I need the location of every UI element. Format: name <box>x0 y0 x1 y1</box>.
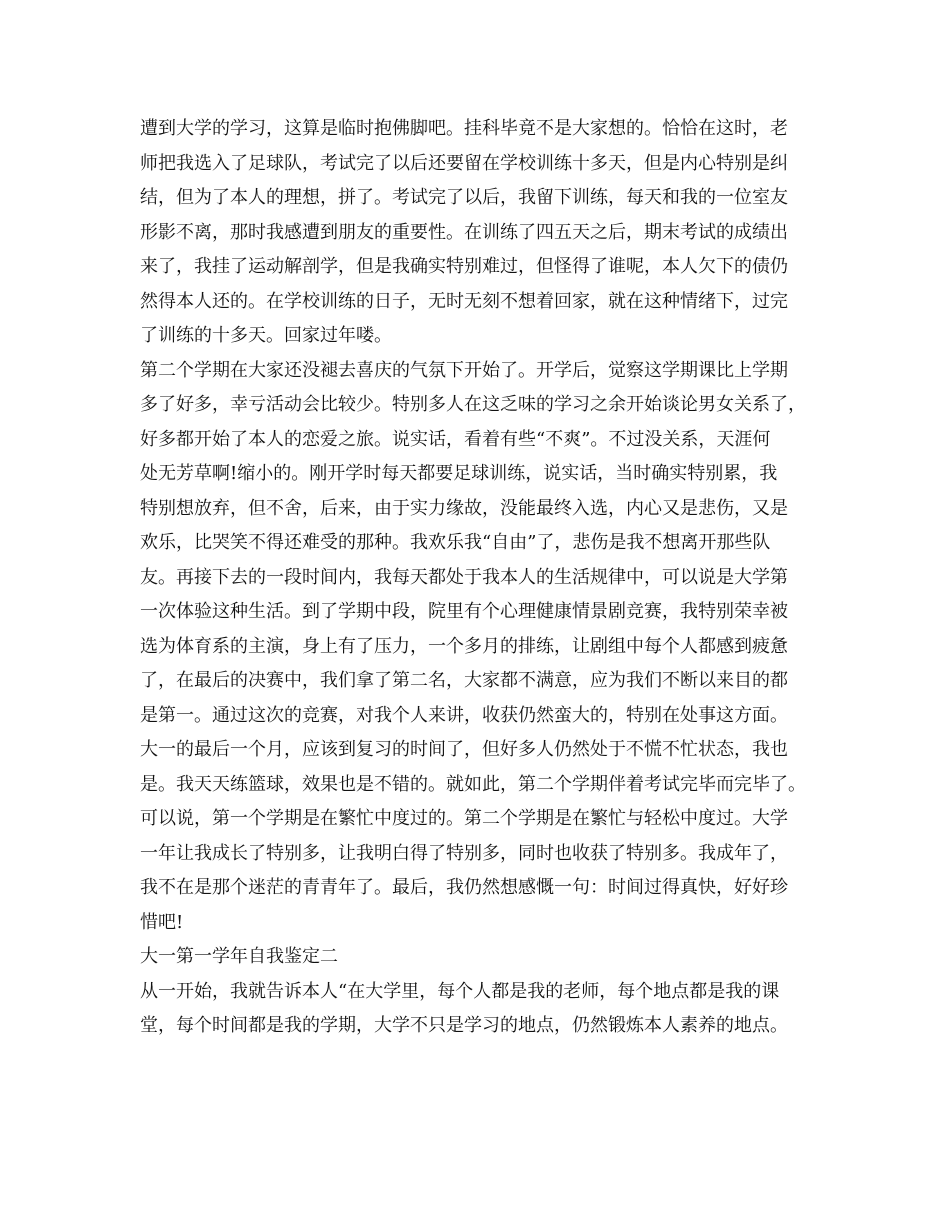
text-line: 来了，我挂了运动解剖学，但是我确实特别难过，但怪得了谁呢，本人欠下的债仍 <box>140 256 788 277</box>
text-line: 一年让我成长了特别多，让我明白得了特别多，同时也收获了特别多。我成年了， <box>140 842 788 864</box>
text-line: 我不在是那个迷茫的青青年了。最后，我仍然想感慨一句：时间过得真快，好好珍 <box>140 877 788 898</box>
text-line: 处无芳草啊!缩小的。刚开学时每天都要足球训练，说实话，当时确实特别累，我 <box>140 463 778 484</box>
text-line: 一次体验这种生活。到了学期中段，院里有个心理健康情景剧竞赛，我特别荣幸被 <box>140 601 788 622</box>
text-line: 第二个学期在大家还没褪去喜庆的气氛下开始了。开学后，觉察这学期课比上学期 <box>140 359 788 381</box>
text-line: 是。我天天练篮球，效果也是不错的。就如此，第二个学期伴着考试完毕而完毕了。 <box>140 773 806 795</box>
text-line: 从一开始，我就告诉本人“在大学里，每个人都是我的老师，每个地点都是我的课 <box>140 980 780 1002</box>
text-line: 结，但为了本人的理想，拼了。考试完了以后，我留下训练，每天和我的一位室友 <box>140 187 788 208</box>
text-line: 惜吧! <box>140 911 184 933</box>
text-line: 多了好多，幸亏活动会比较少。特别多人在这乏味的学习之余开始谈论男女关系了， <box>140 394 806 415</box>
text-line: 了，在最后的决赛中，我们拿了第二名，大家都不满意，应为我们不断以来目的都 <box>140 670 788 691</box>
text-line: 形影不离，那时我感遭到朋友的重要性。在训练了四五天之后，期末考试的成绩出 <box>140 221 788 243</box>
text-line: 堂，每个时间都是我的学期，大学不只是学习的地点，仍然锻炼本人素养的地点。 <box>140 1015 788 1036</box>
text-line: 是第一。通过这次的竞赛，对我个人来讲，收获仍然蛮大的，特别在处事这方面。 <box>140 704 788 726</box>
text-line: 选为体育系的主演，身上有了压力，一个多月的排练，让剧组中每个人都感到疲惫 <box>140 635 788 657</box>
text-line: 好多都开始了本人的恋爱之旅。说实话，看着有些“不爽”。不过没关系，天涯何 <box>140 428 771 450</box>
text-line: 遭到大学的学习，这算是临时抱佛脚吧。挂科毕竟不是大家想的。恰恰在这时，老 <box>140 118 788 139</box>
text-line: 欢乐，比哭笑不得还难受的那种。我欢乐我“自由”了，悲伤是我不想离开那些队 <box>140 532 771 553</box>
text-line: 友。再接下去的一段时间内，我每天都处于我本人的生活规律中，可以说是大学第 <box>140 566 788 588</box>
text-line: 然得本人还的。在学校训练的日子，无时无刻不想着回家，就在这种情绪下，过完 <box>140 290 788 312</box>
text-line: 大一的最后一个月，应该到复习的时间了，但好多人仍然处于不慌不忙状态，我也 <box>140 739 788 760</box>
text-line: 可以说，第一个学期是在繁忙中度过的。第二个学期是在繁忙与轻松中度过。大学 <box>140 808 788 829</box>
section-heading: 大一第一学年自我鉴定二 <box>140 946 338 967</box>
text-line: 师把我选入了足球队，考试完了以后还要留在学校训练十多天，但是内心特别是纠 <box>140 152 788 174</box>
document-body <box>140 112 830 1044</box>
text-line: 了训练的十多天。回家过年喽。 <box>140 325 392 346</box>
text-line: 特别想放弃，但不舍，后来，由于实力缘故，没能最终入选，内心又是悲伤，又是 <box>140 497 788 519</box>
